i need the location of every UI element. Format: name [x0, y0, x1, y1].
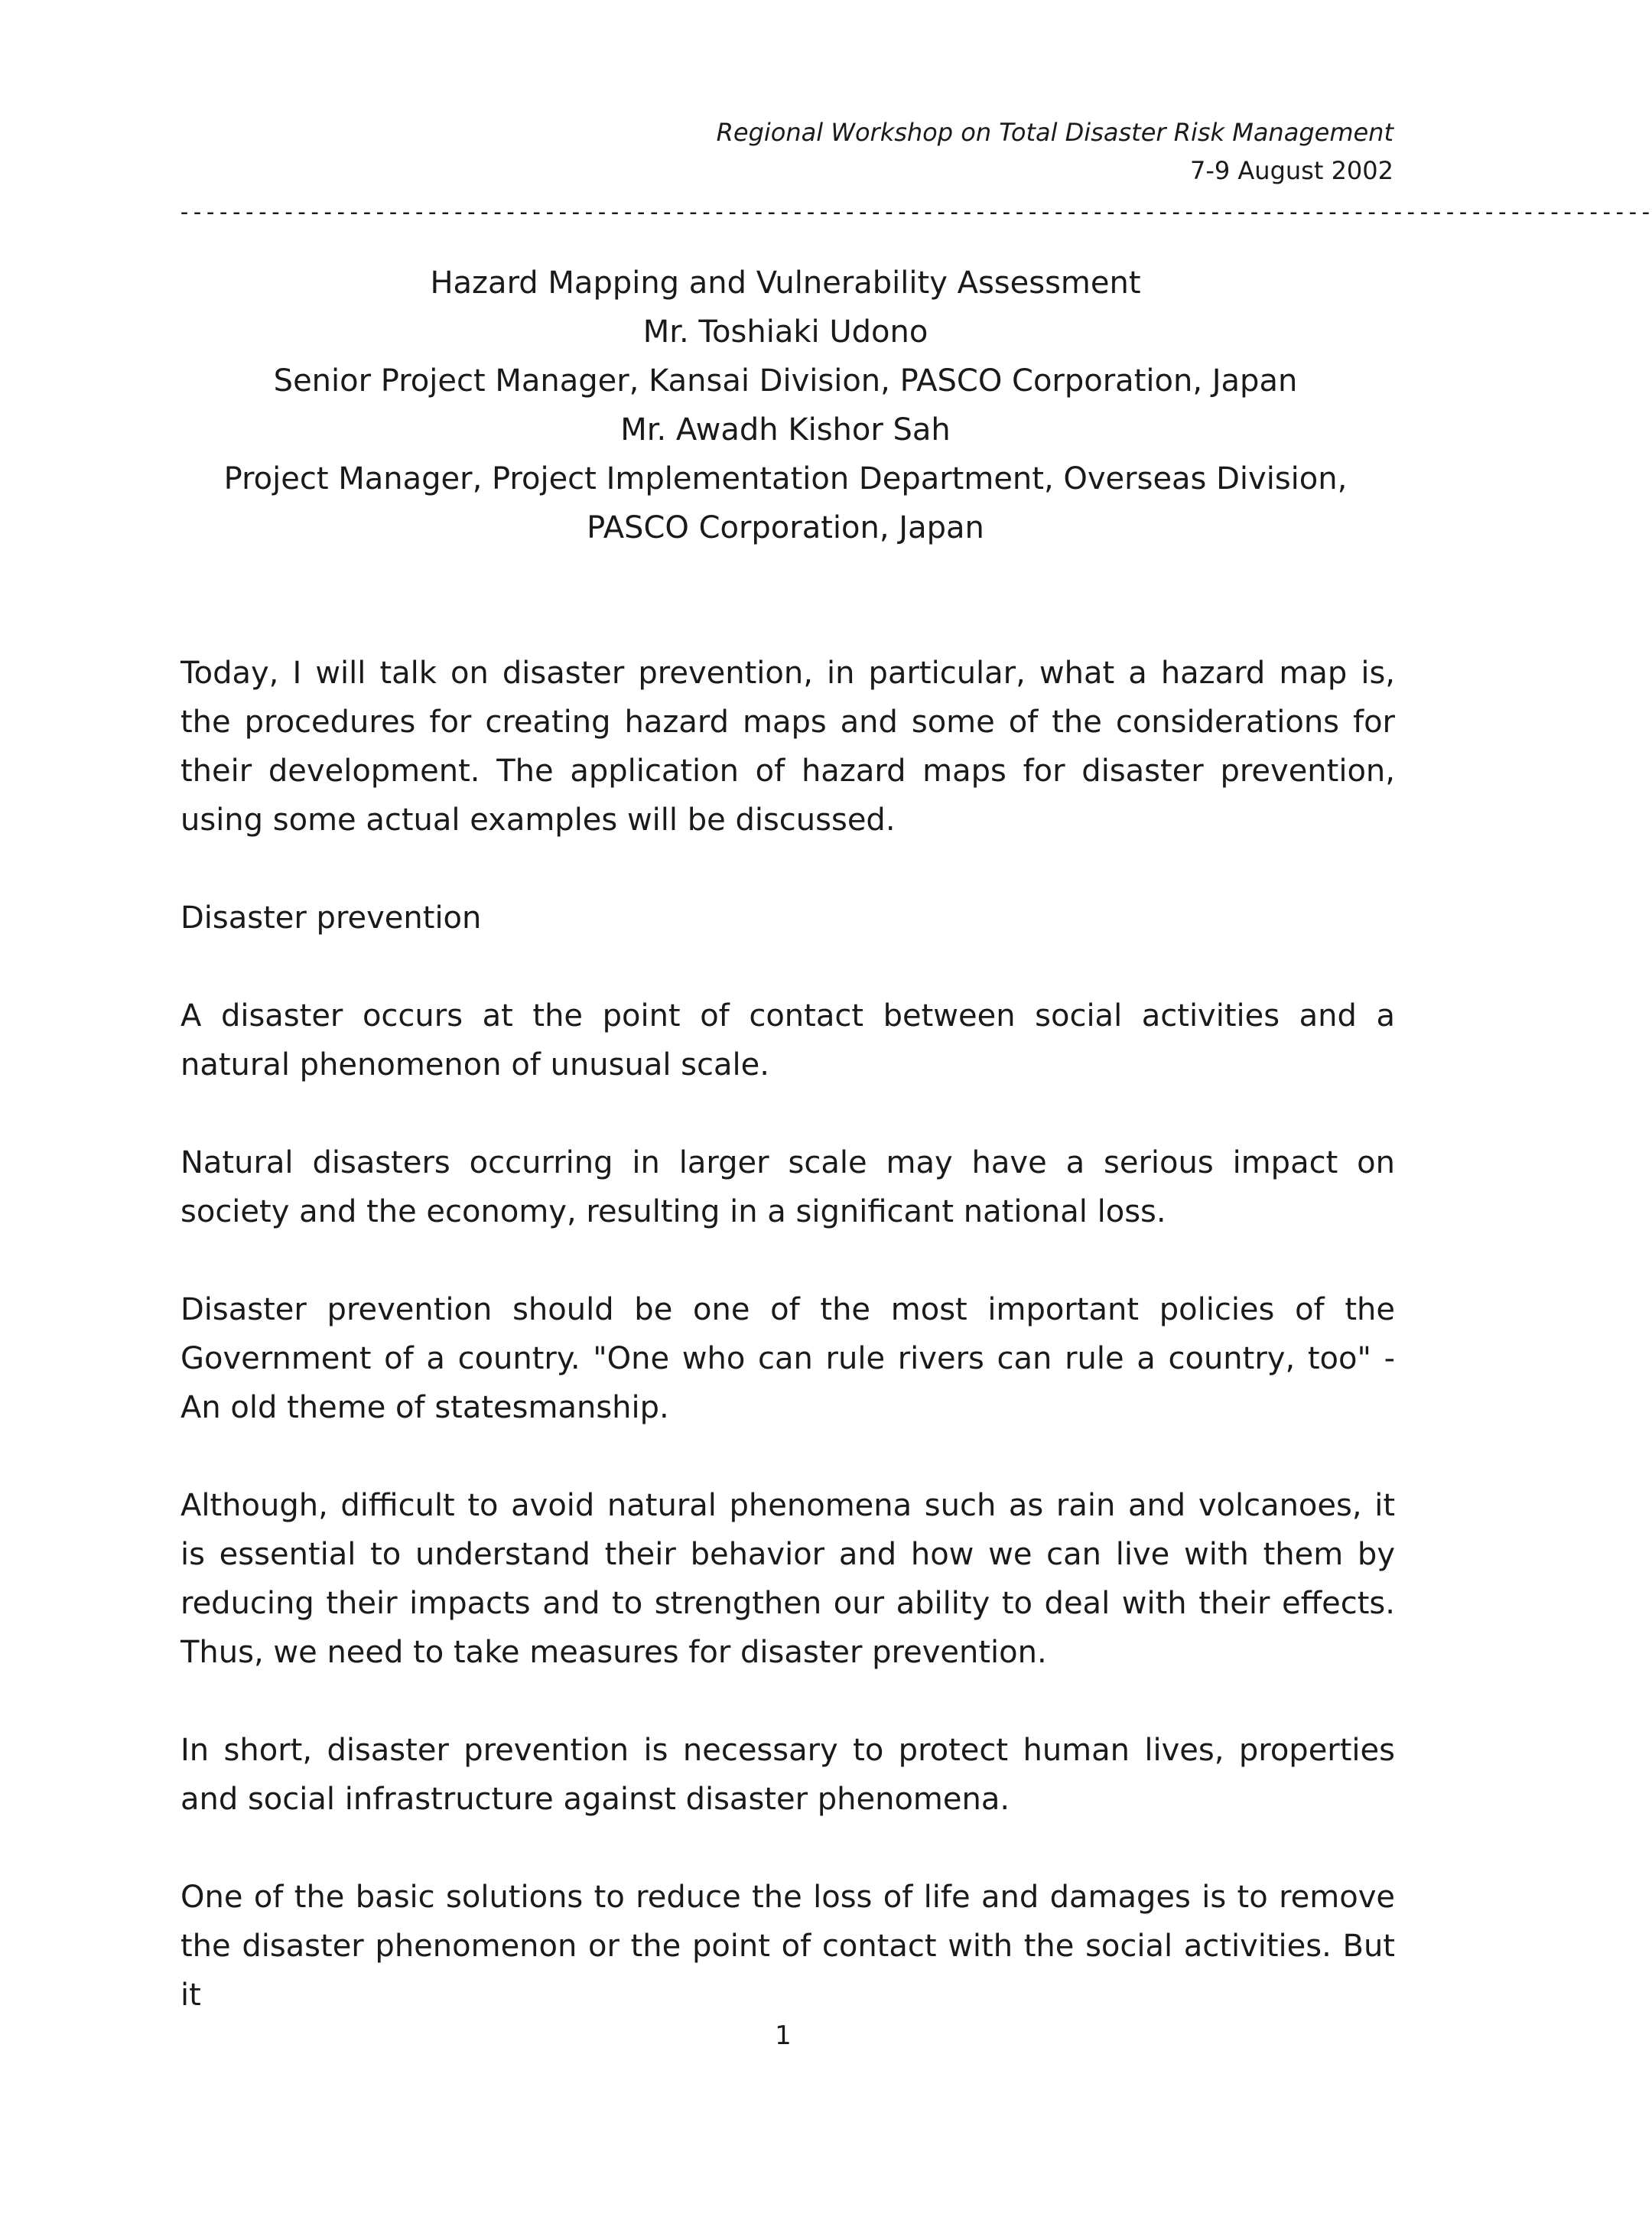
author-1-name: Mr. Toshiaki Udono — [642, 314, 928, 350]
section-heading: Disaster prevention — [180, 900, 482, 936]
body-paragraph: Natural disasters occurring in larger scale may have a serious impact on society and the economy, resulting in a significant national loss. — [180, 1145, 1395, 1229]
header-event-title: Regional Workshop on Total Disaster Risk Management — [716, 118, 1393, 147]
body-paragraph: Disaster prevention should be one of the most important policies of the Government of a country. "One who can rule rivers can rule a country, too" - An old theme of statesmanship. — [180, 1292, 1395, 1425]
page-number: 1 — [775, 2020, 792, 2051]
body-paragraph: Although, difficult to avoid natural phenomena such as rain and volcanoes, it is essential to understand their behavior and how we can live with them by reducing their impacts and to strengthen our ability to deal with their effects. Thus, we need to take measures for disaster prevention. — [180, 1488, 1395, 1670]
header-rule: ----------------------------------------------------------------------------------------------------------------- — [177, 199, 1652, 226]
header-date: 7-9 August 2002 — [1189, 156, 1393, 185]
title-block — [177, 259, 1393, 552]
author-2-affiliation-line-1: Project Manager, Project Implementation Department, Overseas Division, — [223, 461, 1348, 496]
author-2-name: Mr. Awadh Kishor Sah — [620, 412, 951, 448]
running-header — [177, 113, 1393, 190]
author-1-affiliation: Senior Project Manager, Kansai Division, PASCO Corporation, Japan — [273, 363, 1298, 399]
document-body — [180, 649, 1395, 2020]
body-paragraph: One of the basic solutions to reduce the loss of life and damages is to remove the disaster phenomenon or the point of contact with the social activities. But it — [180, 1880, 1395, 2013]
document-title: Hazard Mapping and Vulnerability Assessment — [430, 265, 1141, 301]
intro-paragraph: Today, I will talk on disaster prevention, in particular, what a hazard map is, the procedures for creating hazard maps and some of the considerations for their development. The application of hazard maps for disaster prevention, using some actual examples will be discussed. — [180, 656, 1395, 838]
body-paragraph: A disaster occurs at the point of contact between social activities and a natural phenomenon of unusual scale. — [180, 998, 1395, 1082]
body-paragraph: In short, disaster prevention is necessary to protect human lives, properties and social infrastructure against disaster phenomena. — [180, 1733, 1395, 1817]
author-2-affiliation-line-2: PASCO Corporation, Japan — [587, 510, 984, 545]
